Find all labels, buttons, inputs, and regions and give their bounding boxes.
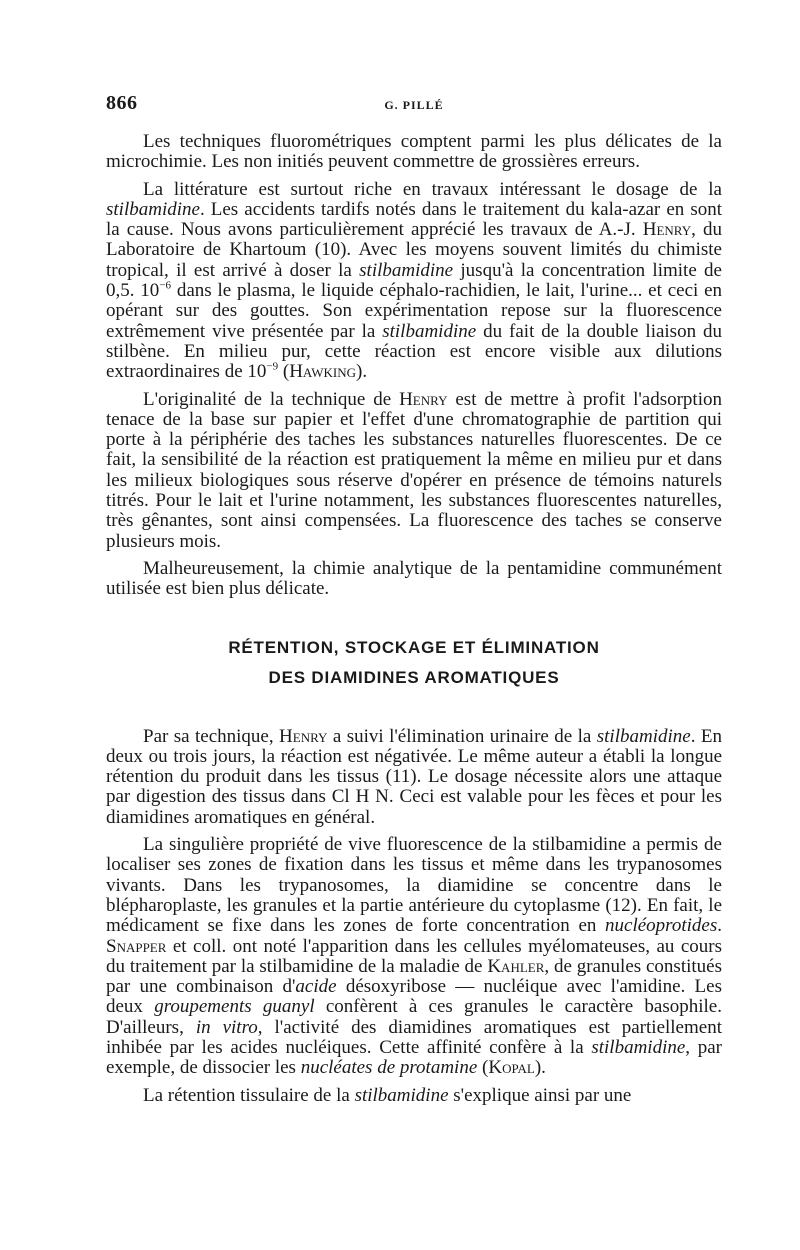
paragraph-3: L'originalité de la technique de Henry est de mettre à profit l'adsorption tenace de la base sur papier et l'effet d'une chromatographie de partition qui porte à la périphérie des taches les substances naturelles fluorescentes. De ce fait, la sensibilité de la réaction est pratiquement la même en milieu pur et dans les milieux biologiques sous réserve d'opérer en présence de témoins naturels titrés. Pour le lait et l'urine notamment, les substances fluorescentes naturelles, très gênantes, sont ainsi compensées. La fluorescence des taches se conserve plusieurs mois. bbox=[106, 388, 722, 552]
paragraph-7: La rétention tissulaire de la stilbamidine s'explique ainsi par une bbox=[143, 1084, 632, 1106]
body-text bbox=[106, 132, 722, 1106]
author-name: Henry bbox=[279, 725, 328, 747]
paragraph-4: Malheureusement, la chimie analytique de la pentamidine communément utilisée est bien plus délicate. bbox=[106, 557, 722, 600]
paragraph-6: La singulière propriété de vive fluorescence de la stilbamidine a permis de localiser ses zones de fixation dans les tissus et même dans les trypanosomes vivants. Dans les trypanosomes, la diamidine se concentre dans le blépharoplaste, les granules et la partie antérieure du cytoplasme (12). En fait, le médicament se fixe dans les zones de forte concentration en nucléoprotides. Snapper et coll. ont noté l'apparition dans les cellules myélomateuses, au cours du traitement par la stilbamidine de la maladie de Kahler, de granules constitués par une combinaison d'acide désoxyribose — nucléique avec l'amidine. Les deux groupements guanyl confèrent à ces granules le caractère basophile. D'ailleurs, in vitro, l'activité des diamidines aromatiques est partiellement inhibée par les acides nucléiques. Cette affinité confère à la stilbamidine, par exemple, de dissocier les nucléates de protamine (Kopal). bbox=[106, 834, 722, 1079]
author-name: Hawking bbox=[289, 361, 357, 383]
paragraph-2: La littérature est surtout riche en travaux intéressant le dosage de la stilbamidine. Les accidents tardifs notés dans le traitement du kala-azar en sont la cause. Nous avons particulièrement apprécié les travaux de A.-J. Henry, du Laboratoire de Khartoum (10). Avec les moyens souvent limités du chimiste tropical, il est arrivé à doser la stilbamidine jusqu'à la concentration limite de 0,5. $10^{-6}$ dans le plasma, le liquide céphalo-rachidien, le lait, l'urine... et ceci en opérant sur des gouttes. Son expérimentation repose sur la fluorescence extrêmement vive présentée par la stilbamidine du fait de la double liaison du stilbène. En milieu pur, cette réaction est encore visible aux dilutions extraordinaires de $10^{-9}$ (Hawking). bbox=[106, 178, 723, 383]
document-page bbox=[106, 88, 722, 1113]
author-name: Kopal bbox=[488, 1057, 535, 1079]
author-name: Henry bbox=[399, 388, 448, 410]
author-name: Snapper bbox=[106, 935, 167, 957]
author-name: Henry bbox=[642, 219, 692, 241]
running-head: G. PILLÉ bbox=[384, 98, 444, 112]
section-heading-line-1: RÉTENTION, STOCKAGE ET ÉLIMINATION bbox=[228, 637, 600, 657]
page-number: 866 bbox=[106, 92, 138, 114]
page-header bbox=[106, 88, 722, 116]
paragraph-5: Par sa technique, Henry a suivi l'élimination urinaire de la stilbamidine. En deux ou trois jours, la réaction est négativée. Le même auteur a établi la longue rétention du produit dans les tissus (11). Le dosage nécessite alors une attaque par digestion des tissus dans Cl H N. Ceci est valable pour les fèces et pour les diamidines aromatiques en général. bbox=[106, 725, 722, 828]
section-heading bbox=[106, 633, 722, 693]
author-name: Kahler bbox=[487, 955, 545, 977]
section-heading-line-2: DES DIAMIDINES AROMATIQUES bbox=[268, 667, 560, 687]
paragraph-1: Les techniques fluorométriques comptent parmi les plus délicates de la microchimie. Les non initiés peuvent commettre de grossières erreurs. bbox=[106, 131, 722, 173]
